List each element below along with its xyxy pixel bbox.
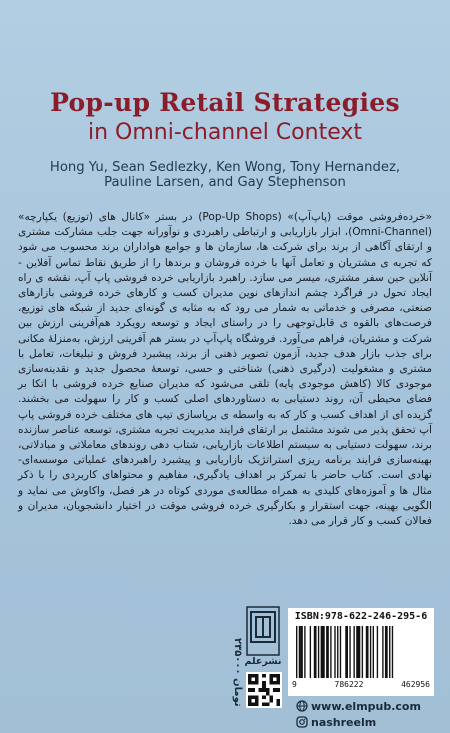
isbn-barcode [288,608,434,696]
instagram-link[interactable] [296,715,376,729]
website-link[interactable] [296,699,421,713]
authors-line-1: Hong Yu, Sean Sedlezky, Ken Wong, Tony Hernandez, [49,160,401,175]
price-label: ۲۳۵۰۰۰ تومان [232,638,243,707]
barcode-digits [292,680,430,689]
instagram-icon [296,716,308,728]
qr-code-icon [246,672,282,708]
book-title: Pop-up Retail Strategies [50,88,400,117]
description-paragraph: «خرده‌فروشی موقت (پاپ‌آپ)» (Pop-Up Shops) در بستر «کانال های (توزیع) یکپارچه» (Omni-Channel)، ابزار بازاریابی و ارتباطی راهبردی و نوآورانه جهت جلب مشارکت مشتری و ارتقای آگاهی از برند برای شرکت ها، سازمان ها و جوامع هواداران برند محسوب می شود که تجربه ی مشتریان و تعامل آنها با خرده فروشان و برندها را از طریق نقاط تماس آفلاین - آنلاین حین سفر مشتری، میسر می سازد. راهبرد بازاریابی خرده فروشی پاپ آپ، نقشه ی راه ایجاد تحول در فراگرد چشم اندازهای نوین مدیران کسب و کارهای خرده فروشی بازارهای صنعتی، مصرفی و خدماتی به شمار می رود که به مثابه ی گونه‌ای جدید از شبکه های توزیع، فرصت‌های بالقوه ی قابل‌توجهی را در راستای ایجاد و توسعه رویکرد هم‌آفرینی ارزش بین شرکت و مشتریان، فراهم می‌آورد. فروشگاه پاپ‌آپ در بستر هم آفرینی ارزش، به‌منزلهٔ مکانی برای جذب بازار هدف جدید، آزمون تصویر ذهنی از برند، پیشبرد فروش و تبلیغات، تعامل با مشتری و مشغولیت (درگیری ذهنی) شناختی و حسی، توسعهٔ محصول جدید و نقدینه‌سازی موجودی کالا (کاهش موجودی پایه) تلقی می‌شود که مدیران صنایع خرده فروشی با اتکا بر فضای محیطی آن، روند دستیابی به دستاوردهای اصلی کسب و کار را سهولت می بخشند. گزیده ای از اهداف کسب و کار که به واسطه ی برپاسازی تیپ های مختلف خرده فروشی پاپ آپ تحقق پذیر می شوند مشتمل بر ارتقای فرایند مدیریت تجربه مشتری، توسعه عناصر سازنده برند، سهولت دستیابی به سیستم اطلاعات بازاریابی، شتاب دهی روندهای معاملاتی و مبادلاتی، بهینه‌سازی فرایند برنامه ریزی استراتژیک بازاریابی و پیشبرد راهبردهای عملیاتی موسسه‌ای- نهادی است. کتاب حاضر با تمرکز بر اهداف یادگیری، مفاهیم و محتواهای کاربردی را با ذکر مثال ها و آموزه‌های کلیدی به همراه مطالعه‌ی موردی کوتاه در هر فصل، واکاوش می نماید و الگویی بهینه، جهت استقرار و بکارگیری خرده فروشی موقت در اختیار دانشجویان، مدیران و فعالان کسب و کار قرار می دهد. [18,211,432,528]
authors-line-2: Pauline Larsen, and Gay Stephenson [104,175,346,190]
authors [20,160,430,190]
website-url[interactable]: www.elmpub.com [311,699,421,713]
instagram-handle[interactable]: nashreelm [311,715,377,729]
publisher-name: نشرعلم [244,656,282,667]
barcode-digit-lead: 9 [292,680,297,689]
back-cover-footer [0,602,450,733]
book-subtitle: in Omni-channel Context [87,120,363,145]
book-description [18,210,432,529]
globe-icon [296,700,308,712]
publisher-logo-icon [246,606,280,656]
barcode-digit-left: 786222 [334,680,364,689]
barcode-digit-right: 462956 [401,680,430,689]
barcode-bars [296,626,426,678]
isbn-number: ISBN:978-622-246-295-6 [294,611,428,622]
